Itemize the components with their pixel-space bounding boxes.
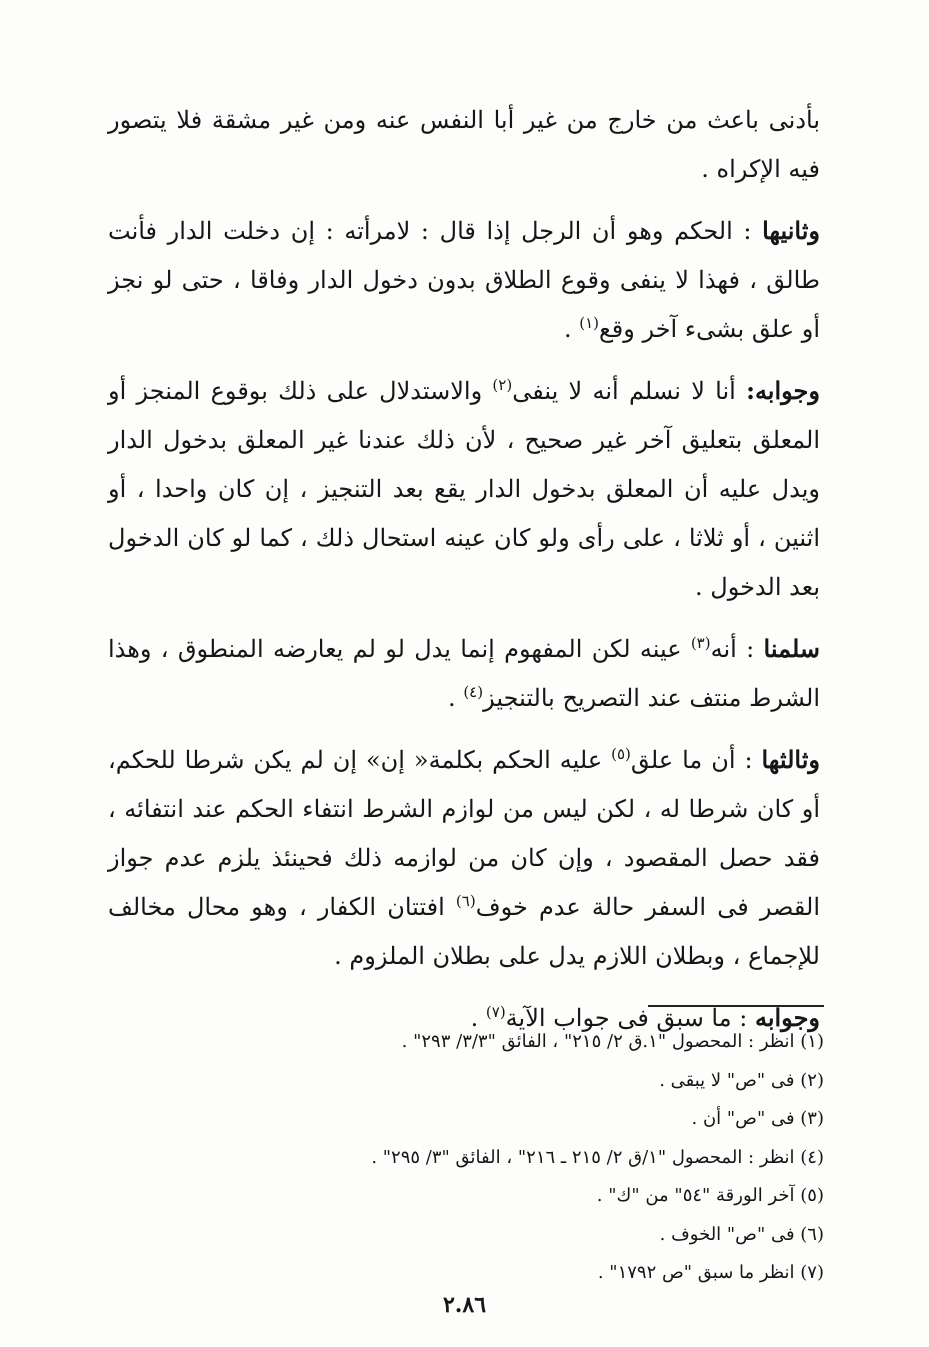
paragraph-3: [108, 366, 820, 612]
paragraph-lead: سلمنا: [763, 634, 820, 663]
paragraph-tail: افتتان الكفار ، وهو محال مخالف للإجماع ، وبطلان اللازم يدل على بطلان الملزوم .: [108, 893, 820, 970]
paragraph-lead: وجوابه:: [746, 376, 820, 405]
footnote-ref: (٢): [492, 376, 513, 394]
footnote: (١) انظر : المحصول "١.ق ٢/ ٢١٥" ، الفائق "٣/٣/ ٢٩٣" .: [401, 1031, 824, 1052]
paragraph-text: : أنه: [710, 635, 755, 663]
paragraph-text: : الحكم وهو أن الرجل إذا قال : لامرأته : إن دخلت الدار فأنت طالق ، فهذا لا ينفى وقوع الطلاق بدون دخول الدار وفاقا ، حتى لو نجز أو علق بشىء آخر وقع: [108, 217, 820, 343]
footnote-ref: (٦): [455, 892, 476, 910]
footnote-ref: (٥): [611, 745, 631, 763]
paragraph-tail: عليه الحكم بكلمة« إن» إن لم يكن شرطا للحكم، أو كان شرطا له ، لكن ليس من لوازم الشرط انتفاء الحكم عند انتفائه ، فقد حصل المقصود ، وإن كان من لوازمه ذلك فحينئذ يلزم عدم جواز القصر فى السفر حالة عدم خوف: [108, 746, 820, 921]
paragraph-text: أنا لا نسلم أنه لا ينفى: [512, 377, 747, 405]
footnote-ref: (٤): [463, 683, 484, 701]
paragraph-text: : ما سبق فى جواب الآية: [505, 1004, 748, 1032]
footnote: (٥) آخر الورقة "٥٤" من "ك" .: [596, 1185, 824, 1206]
footnote-ref: (٧): [485, 1003, 506, 1021]
footnotes-list: [240, 1023, 824, 1293]
paragraph-tail: .: [563, 315, 580, 343]
footnote: (٣) فى "ص" أن .: [691, 1108, 824, 1129]
footnote-ref: (١): [579, 314, 599, 332]
paragraph-2: [108, 206, 820, 354]
paragraph-tail: .: [470, 1004, 486, 1032]
paragraph-4: [108, 624, 820, 723]
page-body: [108, 96, 820, 1043]
paragraph-lead: وجوابه: [754, 1003, 820, 1032]
paragraph-lead: وثالثها: [761, 745, 820, 774]
paragraph-tail: عينه لكن المفهوم إنما يدل لو لم يعارضه المنطوق ، وهذا الشرط منتف عند التصريح بالتنجيز: [108, 635, 820, 712]
paragraph-text: : أن ما علق: [630, 746, 753, 774]
paragraph-tail: والاستدلال على ذلك بوقوع المنجز أو المعلق بتعليق آخر غير صحيح ، لأن ذلك عندنا غير المعلق بدخول الدار ويدل عليه أن المعلق بدخول الدار يقع بعد التنجيز ، إن كان واحدا ، أو اثنين ، أو ثلاثا ، على رأى ولو كان عينه استحال ذلك ، كما لو كان الدخول بعد الدخول .: [108, 377, 820, 601]
paragraph-tail: .: [448, 684, 464, 712]
paragraph-lead: وثانيها: [762, 216, 820, 245]
footnote: (٤) انظر : المحصول "١/ق ٢/ ٢١٥ ـ ٢١٦" ، الفائق "٣/ ٢٩٥" .: [371, 1146, 824, 1168]
footnote: (٧) انظر ما سبق "ص ١٧٩٢" .: [597, 1262, 824, 1283]
paragraph-5: [108, 735, 820, 981]
footnote: (٦) فى "ص" الخوف .: [659, 1223, 824, 1245]
paragraph-text: بأدنى باعث من خارج من غير أبا النفس عنه ومن غير مشقة فلا يتصور فيه الإكراه .: [108, 106, 820, 183]
footnote-divider: [648, 1005, 824, 1007]
footnote: (٢) فى "ص" لا يبقى .: [659, 1069, 824, 1091]
footnote-ref: (٣): [690, 634, 711, 652]
paragraph-1: [108, 96, 820, 194]
page-number: ٢.٨٦: [442, 1292, 487, 1318]
